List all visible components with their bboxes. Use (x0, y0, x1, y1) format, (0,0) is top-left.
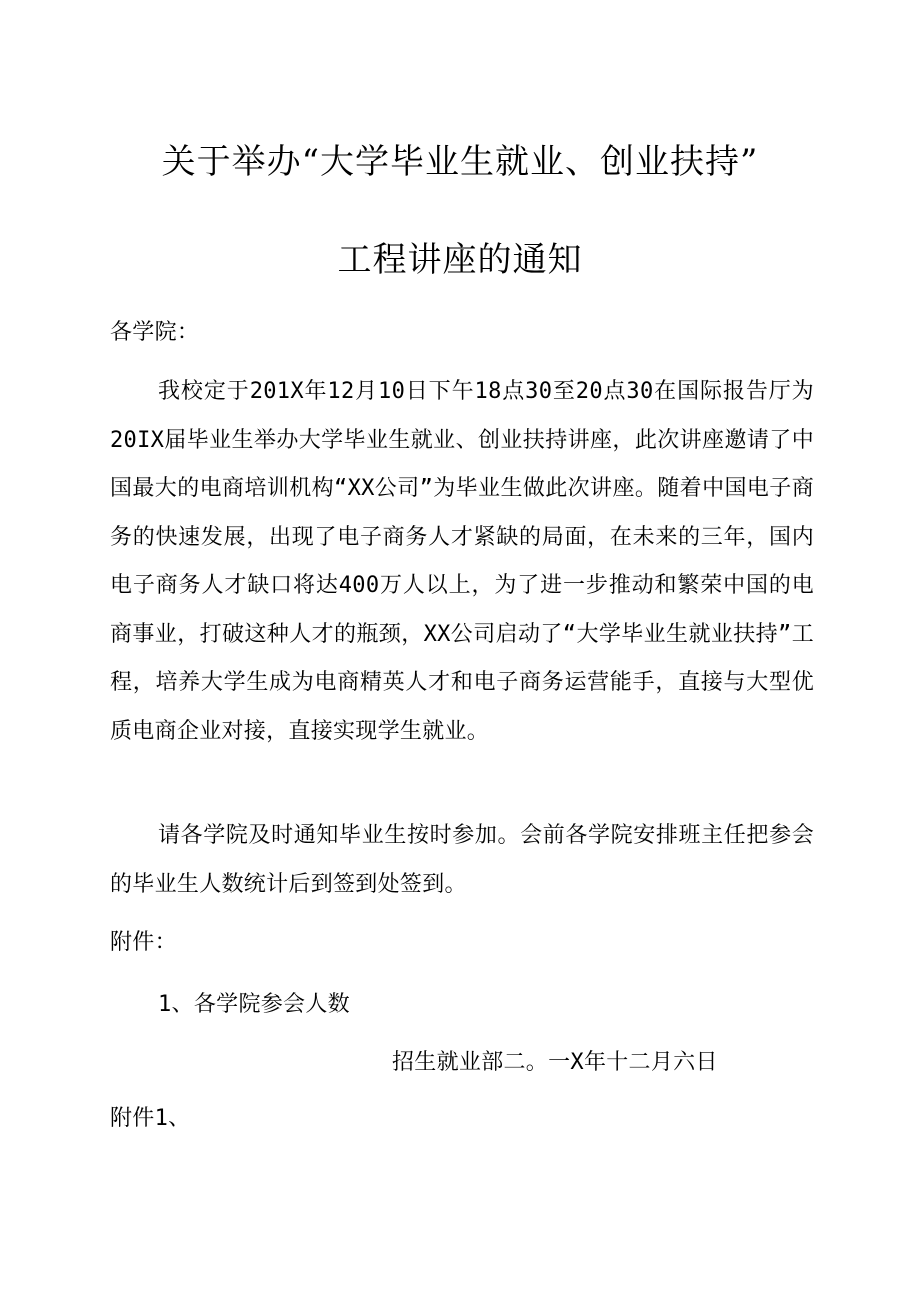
document-title-line-2: 工程讲座的通知 (337, 240, 583, 280)
body-paragraph-1: 我校定于201X年12月10日下午18点30至20点30在国际报告厅为20IX届毕业生举办大学毕业生就业、创业扶持讲座，此次讲座邀请了中国最大的电商培训机构“XX公司”为毕业生做此次讲座。随着中国电子商务的快速发展，出现了电子商务人才紧缺的局面，在未来的三年，国内电子商务人才缺口将达400万人以上，为了进一步推动和繁荣中国的电商事业，打破这种人才的瓶颈，XX公司启动了“大学毕业生就业扶持”工程，培养大学生成为电商精英人才和电子商务运营能手，直接与大型优质电商企业对接，直接实现学生就业。 (110, 379, 814, 744)
document-title-line-1: 关于举办“大学毕业生就业、创业扶持” (161, 142, 759, 182)
salutation: 各学院： (110, 320, 200, 345)
attachment-item: 1、各学院参会人数 (158, 992, 350, 1017)
body-paragraph-2: 请各学院及时通知毕业生按时参加。会前各学院安排班主任把参会的毕业生人数统计后到签到处签到。 (110, 823, 814, 897)
attachment-label: 附件： (110, 930, 177, 955)
attachment-footer: 附件1、 (110, 1106, 191, 1131)
signature-line: 招生就业部二。一X年十二月六日 (392, 1050, 718, 1075)
